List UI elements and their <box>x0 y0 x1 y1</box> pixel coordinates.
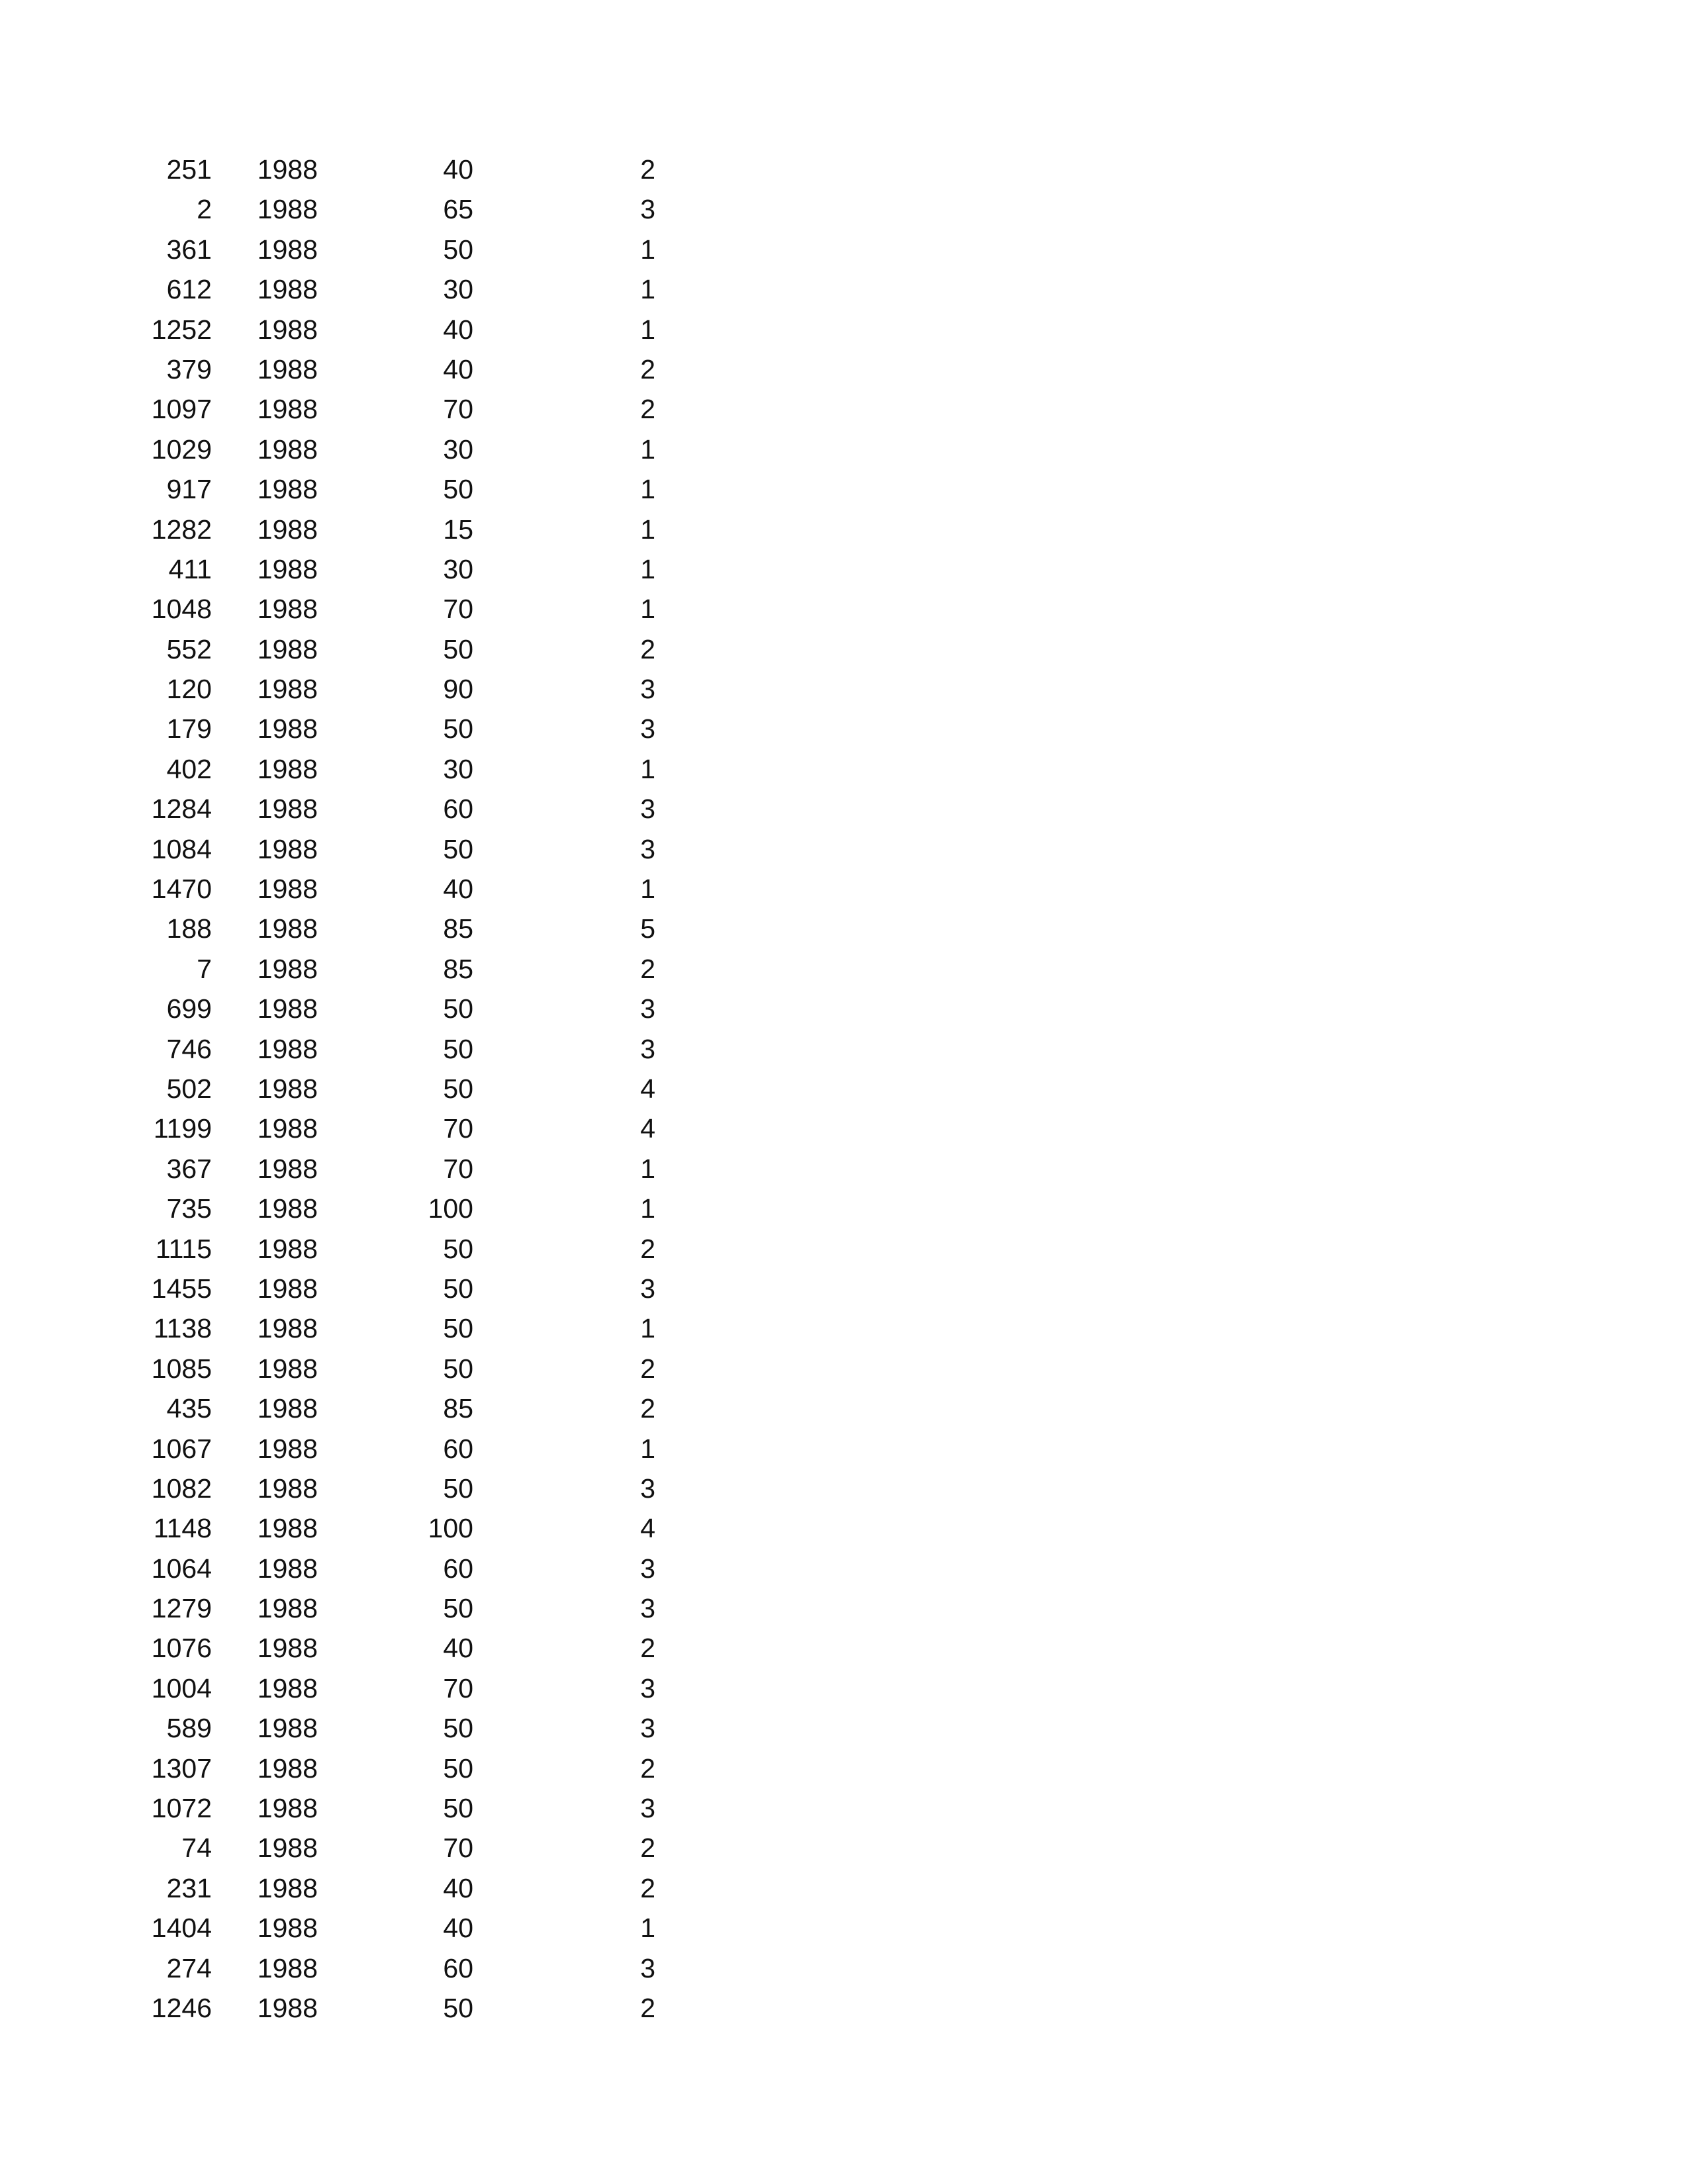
cell-id: 379 <box>166 353 212 385</box>
cell-count: 1 <box>640 594 655 625</box>
cell-year: 1988 <box>257 674 318 705</box>
cell-count: 3 <box>640 1033 655 1064</box>
cell-count: 3 <box>640 1952 655 1983</box>
cell-count: 2 <box>640 1992 655 2023</box>
table-row <box>0 230 728 269</box>
cell-value: 40 <box>443 874 473 905</box>
cell-year: 1988 <box>257 1633 318 1664</box>
cell-count: 3 <box>640 1553 655 1584</box>
cell-value: 30 <box>443 553 473 584</box>
cell-id: 502 <box>166 1073 212 1104</box>
cell-id: 251 <box>166 154 212 185</box>
cell-count: 2 <box>640 1833 655 1864</box>
cell-count: 2 <box>640 1872 655 1903</box>
cell-value: 60 <box>443 1952 473 1983</box>
cell-value: 50 <box>443 1313 473 1344</box>
cell-count: 4 <box>640 1113 655 1144</box>
cell-count: 1 <box>640 314 655 345</box>
cell-year: 1988 <box>257 394 318 425</box>
table-row <box>0 709 728 749</box>
cell-value: 70 <box>443 1833 473 1864</box>
cell-count: 1 <box>640 234 655 265</box>
cell-count: 3 <box>640 674 655 705</box>
cell-count: 2 <box>640 154 655 185</box>
table-row <box>0 1269 728 1308</box>
cell-year: 1988 <box>257 1593 318 1624</box>
cell-year: 1988 <box>257 1353 318 1384</box>
cell-count: 3 <box>640 713 655 745</box>
cell-value: 50 <box>443 1033 473 1064</box>
cell-id: 1148 <box>153 1513 212 1544</box>
table-row <box>0 1109 728 1148</box>
cell-year: 1988 <box>257 913 318 944</box>
cell-id: 231 <box>166 1872 212 1903</box>
cell-value: 70 <box>443 594 473 625</box>
cell-year: 1988 <box>257 234 318 265</box>
cell-id: 1199 <box>153 1113 212 1144</box>
cell-count: 1 <box>640 753 655 784</box>
table-row <box>0 189 728 229</box>
cell-value: 85 <box>443 913 473 944</box>
table-row <box>0 909 728 948</box>
cell-year: 1988 <box>257 1952 318 1983</box>
cell-year: 1988 <box>257 553 318 584</box>
table-row <box>0 269 728 309</box>
table-row <box>0 1788 728 1828</box>
cell-value: 60 <box>443 1553 473 1584</box>
table-row <box>0 1069 728 1109</box>
table-row <box>0 1029 728 1069</box>
cell-year: 1988 <box>257 753 318 784</box>
table-row <box>0 349 728 389</box>
table-row <box>0 949 728 989</box>
cell-count: 2 <box>640 633 655 664</box>
cell-id: 120 <box>166 674 212 705</box>
cell-count: 1 <box>640 433 655 465</box>
table-row <box>0 1429 728 1469</box>
cell-year: 1988 <box>257 1473 318 1504</box>
cell-value: 50 <box>443 1752 473 1784</box>
cell-year: 1988 <box>257 1113 318 1144</box>
cell-id: 74 <box>181 1833 212 1864</box>
cell-value: 50 <box>443 1793 473 1824</box>
cell-value: 70 <box>443 1672 473 1704</box>
cell-value: 50 <box>443 1233 473 1264</box>
cell-value: 60 <box>443 1433 473 1464</box>
cell-id: 1115 <box>155 1233 212 1264</box>
cell-id: 1072 <box>151 1793 212 1824</box>
cell-year: 1988 <box>257 953 318 984</box>
cell-id: 1470 <box>151 874 212 905</box>
cell-count: 1 <box>640 1913 655 1944</box>
cell-value: 50 <box>443 1713 473 1744</box>
cell-count: 3 <box>640 794 655 825</box>
cell-value: 15 <box>443 514 473 545</box>
cell-id: 1082 <box>151 1473 212 1504</box>
cell-value: 40 <box>443 1913 473 1944</box>
cell-value: 40 <box>443 1633 473 1664</box>
cell-value: 70 <box>443 394 473 425</box>
table-row <box>0 1948 728 1988</box>
table-row <box>0 1189 728 1228</box>
cell-count: 4 <box>640 1073 655 1104</box>
cell-count: 2 <box>640 1393 655 1424</box>
cell-year: 1988 <box>257 1713 318 1744</box>
cell-year: 1988 <box>257 154 318 185</box>
cell-id: 179 <box>166 713 212 745</box>
table-row <box>0 430 728 469</box>
cell-value: 90 <box>443 674 473 705</box>
cell-year: 1988 <box>257 433 318 465</box>
cell-value: 50 <box>443 1353 473 1384</box>
cell-count: 1 <box>640 1313 655 1344</box>
cell-count: 1 <box>640 1153 655 1184</box>
cell-count: 2 <box>640 953 655 984</box>
cell-id: 1246 <box>151 1992 212 2023</box>
cell-value: 50 <box>443 1273 473 1304</box>
cell-count: 2 <box>640 394 655 425</box>
cell-value: 40 <box>443 154 473 185</box>
table-row <box>0 1229 728 1269</box>
cell-year: 1988 <box>257 633 318 664</box>
cell-year: 1988 <box>257 713 318 745</box>
cell-value: 50 <box>443 1473 473 1504</box>
cell-id: 1084 <box>151 833 212 864</box>
table-row <box>0 669 728 709</box>
cell-count: 1 <box>640 274 655 305</box>
cell-year: 1988 <box>257 993 318 1024</box>
cell-year: 1988 <box>257 314 318 345</box>
cell-count: 2 <box>640 353 655 385</box>
table-row <box>0 310 728 349</box>
table-row <box>0 989 728 1028</box>
cell-id: 1067 <box>151 1433 212 1464</box>
cell-value: 65 <box>443 194 473 225</box>
table-row <box>0 150 728 189</box>
cell-id: 2 <box>197 194 212 225</box>
cell-id: 1307 <box>151 1752 212 1784</box>
cell-id: 1064 <box>151 1553 212 1584</box>
cell-value: 30 <box>443 433 473 465</box>
cell-year: 1988 <box>257 474 318 505</box>
cell-count: 1 <box>640 874 655 905</box>
table-row <box>0 589 728 629</box>
cell-count: 3 <box>640 993 655 1024</box>
cell-id: 411 <box>168 553 212 584</box>
cell-year: 1988 <box>257 1553 318 1584</box>
cell-value: 50 <box>443 833 473 864</box>
cell-id: 7 <box>197 953 212 984</box>
cell-count: 3 <box>640 1593 655 1624</box>
cell-value: 85 <box>443 953 473 984</box>
cell-id: 1138 <box>153 1313 212 1344</box>
cell-count: 3 <box>640 1473 655 1504</box>
table-row <box>0 1508 728 1548</box>
cell-id: 402 <box>166 753 212 784</box>
cell-count: 1 <box>640 1433 655 1464</box>
cell-year: 1988 <box>257 1393 318 1424</box>
cell-id: 361 <box>166 234 212 265</box>
cell-count: 1 <box>640 553 655 584</box>
cell-year: 1988 <box>257 874 318 905</box>
table-row <box>0 1868 728 1908</box>
table-row <box>0 1388 728 1428</box>
cell-count: 4 <box>640 1513 655 1544</box>
cell-count: 1 <box>640 474 655 505</box>
cell-year: 1988 <box>257 794 318 825</box>
cell-value: 70 <box>443 1153 473 1184</box>
table-row <box>0 1668 728 1708</box>
cell-count: 2 <box>640 1752 655 1784</box>
cell-id: 1085 <box>151 1353 212 1384</box>
cell-count: 2 <box>640 1353 655 1384</box>
table-row <box>0 1749 728 1788</box>
table-row <box>0 789 728 829</box>
cell-year: 1988 <box>257 1992 318 2023</box>
cell-value: 40 <box>443 1872 473 1903</box>
cell-id: 435 <box>166 1393 212 1424</box>
cell-value: 50 <box>443 234 473 265</box>
cell-value: 50 <box>443 1073 473 1104</box>
cell-count: 2 <box>640 1633 655 1664</box>
table-row <box>0 389 728 429</box>
cell-id: 1252 <box>151 314 212 345</box>
cell-id: 1097 <box>151 394 212 425</box>
cell-count: 3 <box>640 1672 655 1704</box>
cell-year: 1988 <box>257 194 318 225</box>
cell-id: 1455 <box>151 1273 212 1304</box>
cell-year: 1988 <box>257 1513 318 1544</box>
cell-id: 1048 <box>151 594 212 625</box>
table-row <box>0 1308 728 1348</box>
cell-id: 552 <box>166 633 212 664</box>
cell-year: 1988 <box>257 1273 318 1304</box>
cell-value: 100 <box>428 1513 473 1544</box>
table-row <box>0 1469 728 1508</box>
cell-count: 3 <box>640 833 655 864</box>
cell-id: 735 <box>166 1193 212 1224</box>
cell-value: 40 <box>443 353 473 385</box>
cell-id: 188 <box>166 913 212 944</box>
cell-id: 274 <box>166 1952 212 1983</box>
cell-year: 1988 <box>257 1793 318 1824</box>
cell-value: 60 <box>443 794 473 825</box>
cell-year: 1988 <box>257 1073 318 1104</box>
cell-year: 1988 <box>257 1153 318 1184</box>
table-row <box>0 629 728 669</box>
cell-id: 367 <box>166 1153 212 1184</box>
cell-id: 699 <box>166 993 212 1024</box>
cell-year: 1988 <box>257 1672 318 1704</box>
cell-id: 1284 <box>151 794 212 825</box>
table-row <box>0 1549 728 1588</box>
table-row <box>0 1708 728 1748</box>
cell-count: 2 <box>640 1233 655 1264</box>
table-row <box>0 829 728 869</box>
cell-value: 85 <box>443 1393 473 1424</box>
cell-id: 917 <box>166 474 212 505</box>
table-row <box>0 1828 728 1868</box>
cell-value: 50 <box>443 1593 473 1624</box>
cell-year: 1988 <box>257 1872 318 1903</box>
cell-id: 1282 <box>151 514 212 545</box>
cell-id: 1029 <box>151 433 212 465</box>
cell-count: 3 <box>640 1793 655 1824</box>
cell-value: 50 <box>443 633 473 664</box>
table-row <box>0 469 728 509</box>
cell-year: 1988 <box>257 833 318 864</box>
cell-year: 1988 <box>257 1033 318 1064</box>
cell-id: 1279 <box>151 1593 212 1624</box>
cell-value: 50 <box>443 1992 473 2023</box>
cell-value: 30 <box>443 753 473 784</box>
table-row <box>0 1349 728 1388</box>
cell-count: 1 <box>640 1193 655 1224</box>
cell-year: 1988 <box>257 1313 318 1344</box>
cell-value: 50 <box>443 474 473 505</box>
cell-value: 30 <box>443 274 473 305</box>
cell-value: 100 <box>428 1193 473 1224</box>
cell-count: 3 <box>640 194 655 225</box>
cell-id: 1004 <box>151 1672 212 1704</box>
table-row <box>0 549 728 589</box>
table-row <box>0 1908 728 1948</box>
cell-id: 746 <box>166 1033 212 1064</box>
table-row <box>0 1149 728 1189</box>
cell-year: 1988 <box>257 1913 318 1944</box>
cell-id: 589 <box>166 1713 212 1744</box>
cell-year: 1988 <box>257 274 318 305</box>
cell-value: 40 <box>443 314 473 345</box>
table-row <box>0 510 728 549</box>
cell-count: 1 <box>640 514 655 545</box>
data-table <box>0 150 728 2028</box>
cell-year: 1988 <box>257 1193 318 1224</box>
cell-count: 3 <box>640 1273 655 1304</box>
cell-year: 1988 <box>257 514 318 545</box>
cell-year: 1988 <box>257 594 318 625</box>
cell-value: 50 <box>443 993 473 1024</box>
cell-id: 1076 <box>151 1633 212 1664</box>
table-row <box>0 1988 728 2028</box>
cell-id: 1404 <box>151 1913 212 1944</box>
table-row <box>0 869 728 909</box>
cell-year: 1988 <box>257 353 318 385</box>
cell-value: 50 <box>443 713 473 745</box>
cell-id: 612 <box>166 274 212 305</box>
table-row <box>0 1628 728 1668</box>
cell-value: 70 <box>443 1113 473 1144</box>
cell-count: 5 <box>640 913 655 944</box>
cell-year: 1988 <box>257 1752 318 1784</box>
table-row <box>0 1588 728 1628</box>
cell-year: 1988 <box>257 1233 318 1264</box>
cell-year: 1988 <box>257 1833 318 1864</box>
cell-year: 1988 <box>257 1433 318 1464</box>
cell-count: 3 <box>640 1713 655 1744</box>
table-row <box>0 749 728 789</box>
